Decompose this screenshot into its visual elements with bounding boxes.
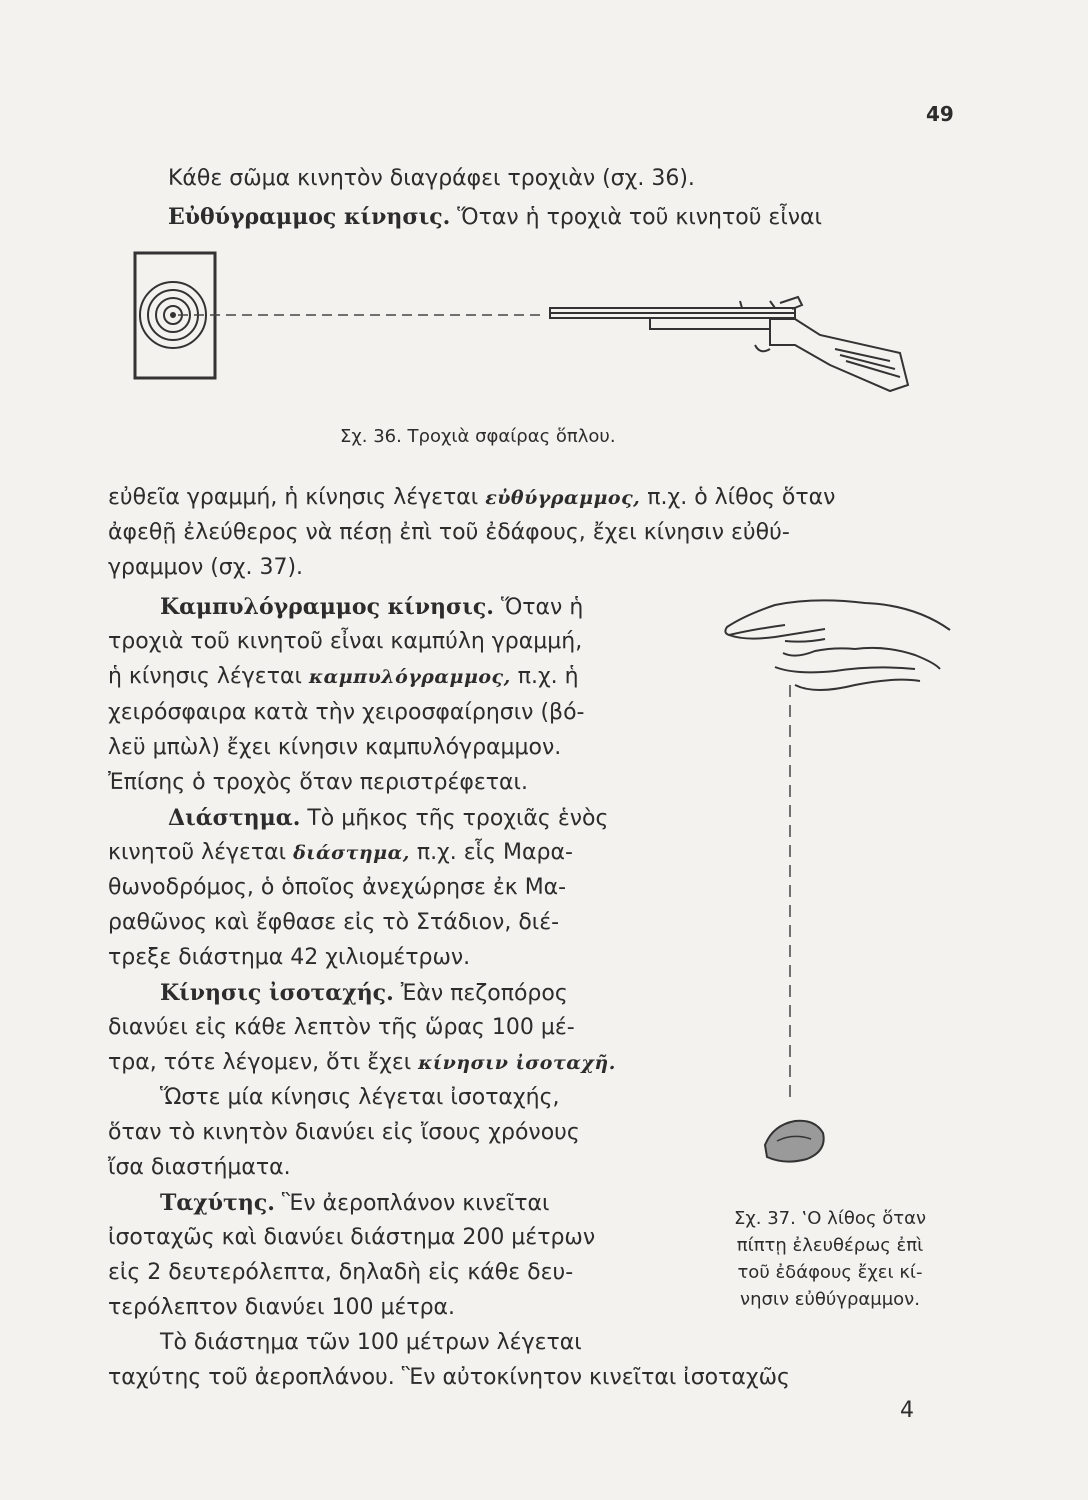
line-text: π.χ. εἷς Μαρα- [409,840,573,865]
line-text: διανύει εἰς κάθε λεπτὸν τῆς ὥρας 100 μέ- [108,1015,575,1040]
text-line-7 [108,627,582,657]
line-text: θωνοδρόμος, ὁ ὁποῖος ἀνεχώρησε ἐκ Μα- [108,875,567,900]
line-text: τροχιὰ τοῦ κινητοῦ εἶναι καμπύλη γραμμή, [108,629,583,654]
caption-line: πίπτῃ ἐλευθέρως ἐπὶ [736,1235,924,1256]
text-line-5 [108,553,303,583]
line-text: π.χ. ἡ [510,664,579,689]
text-line-9 [108,698,584,728]
caption-line: Σχ. 37. ‛Ο λίθος ὅταν [734,1208,926,1229]
line-text: εὐθεῖα γραμμή, ἡ κίνησις λέγεται [108,485,486,510]
line-text: Ἓν ἀεροπλάνον κινεῖται [274,1191,550,1216]
text-line-27 [160,1328,582,1358]
page-number: 49 [926,102,954,126]
caption-line: νησιν εὐθύγραμμον. [740,1289,920,1310]
line-text: ἴσα διαστήματα. [108,1155,291,1180]
term-distance: διάστημα, [293,842,410,864]
line-text: ραθῶνος καὶ ἔφθασε εἰς τὸ Στάδιον, διέ- [108,910,560,935]
text-line-28 [108,1363,790,1393]
heading-distance: Διάστημα. [168,805,301,831]
text-line-16 [108,943,470,973]
text-line-26 [108,1293,455,1323]
text-line-11 [108,768,528,798]
line-text: τρεξε διάστημα 42 χιλιομέτρων. [108,945,471,970]
text-line-12 [168,803,608,834]
text-line-24 [108,1223,595,1253]
text-line-23 [160,1188,549,1219]
text-line-14 [108,873,566,903]
line-text: Τὸ μῆκος τῆς τροχιᾶς ἑνὸς [300,806,609,831]
term-curvilinear: καμπυλόγραμμος, [308,666,511,688]
term-straight: εὐθύγραμμος, [485,487,641,509]
text-line-18 [108,1013,575,1043]
figure-36-target-rifle [130,245,920,410]
term-uniform-motion: κίνησιν ἰσοταχῆ. [418,1052,616,1074]
line-text: γραμμον (σχ. 37). [108,555,304,580]
text-line-2 [168,202,822,233]
figure-37-falling-stone [715,585,960,1185]
line-text: Ὅταν ἡ τροχιὰ τοῦ κινητοῦ εἶναι [450,205,823,230]
heading-speed: Ταχύτης. [160,1190,275,1216]
line-text: ἰσοταχῶς καὶ διανύει διάστημα 200 μέτρων [108,1225,596,1250]
line-text: ἡ κίνησις λέγεται [108,664,309,689]
line-text: Ἐὰν πεζοπόρος [393,981,568,1006]
text-line-21 [108,1118,580,1148]
figure-37-caption [690,1205,970,1313]
caption-line: τοῦ ἐδάφους ἔχει κί- [737,1262,923,1283]
rifle-illustration [550,297,908,391]
hand-illustration [725,600,950,690]
text-line-3 [108,483,835,513]
text-line-1 [168,164,695,194]
line-text: ὅταν τὸ κινητὸν διανύει εἰς ἴσους χρόνους [108,1120,580,1145]
heading-straight-motion: Εὐθύγραμμος κίνησις. [168,204,451,230]
line-text: Ἐπίσης ὁ τροχὸς ὅταν περιστρέφεται. [108,770,528,795]
stone-illustration [765,1121,824,1162]
line-text: Κάθε σῶμα κινητὸν διαγράφει τροχιὰν (σχ. 36). [168,166,695,191]
text-line-10 [108,733,561,763]
text-line-19 [108,1048,616,1078]
text-line-17 [160,978,568,1009]
line-text: εἰς 2 δευτερόλεπτα, δηλαδὴ εἰς κάθε δευ- [108,1260,574,1285]
text-line-15 [108,908,559,938]
line-text: τρα, τότε λέγομεν, ὅτι ἔχει [108,1050,419,1075]
footer-signature-number: 4 [900,1398,914,1423]
line-text: Ὅταν ἡ [493,595,584,620]
line-text: χειρόσφαιρα κατὰ τὴν χειροσφαίρησιν (βό- [108,700,585,725]
text-line-4 [108,518,790,548]
line-text: Τὸ διάστημα τῶν 100 μέτρων λέγεται [160,1330,582,1355]
line-text: λεϋ μπὼλ) ἔχει κίνησιν καμπυλόγραμμον. [108,735,562,760]
heading-uniform-motion: Κίνησις ἰσοταχής. [160,980,394,1006]
text-line-22 [108,1153,291,1183]
line-text: Ὥστε μία κίνησις λέγεται ἰσοταχής, [160,1085,560,1110]
line-text: τερόλεπτον διανύει 100 μέτρα. [108,1295,456,1320]
heading-curvilinear-motion: Καμπυλόγραμμος κίνησις. [160,594,494,620]
text-line-20 [160,1083,560,1113]
line-text: ἀφεθῇ ἐλεύθερος νὰ πέσῃ ἐπὶ τοῦ ἐδάφους, ἔχει κίνησιν εὐθύ- [108,520,790,545]
line-text: κινητοῦ λέγεται [108,840,294,865]
text-line-13 [108,838,573,868]
text-line-25 [108,1258,573,1288]
text-line-8 [108,662,579,692]
line-text: π.χ. ὁ λίθος ὅταν [640,485,836,510]
text-line-6 [160,592,583,623]
line-text: ταχύτης τοῦ ἀεροπλάνου. Ἓν αὐτοκίνητον κινεῖται ἰσοταχῶς [108,1365,790,1390]
figure-36-caption: Σχ. 36. Τροχιὰ σφαίρας ὅπλου. [340,426,616,447]
